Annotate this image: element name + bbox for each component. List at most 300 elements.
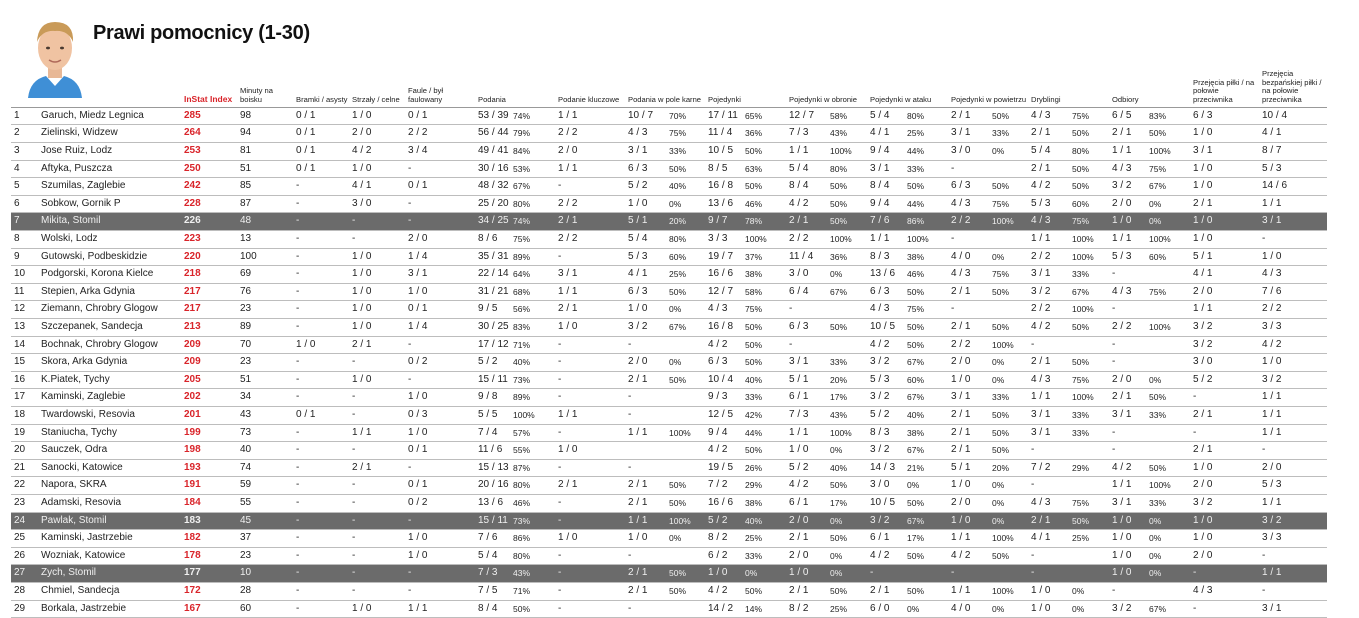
cell-air_duels-percent: 75% [992,269,1010,280]
cell-instat: 217 [181,301,237,319]
cell-goals: - [293,354,349,372]
cell-tackles [1109,371,1190,389]
cell-att_duels-percent: 60% [907,374,925,385]
cell-air_duels-percent: 50% [992,409,1010,420]
cell-dribbles-percent: 33% [1072,269,1090,280]
cell-def_duels-count: 6 / 1 [789,391,809,403]
cell-instat: 250 [181,160,237,178]
cell-att_duels [867,477,948,495]
column-header-key_passes: Podanie kluczowe [555,70,625,107]
cell-no: 19 [11,424,38,442]
cell-box_passes [625,283,705,301]
cell-duels-count: 3 / 3 [708,233,728,245]
cell-duels [705,107,786,125]
cell-player: Skora, Arka Gdynia [38,354,181,372]
cell-interceptions: 6 / 3 [1190,107,1259,125]
cell-dribbles-count: 1 / 0 [1031,602,1051,614]
cell-duels [705,424,786,442]
cell-def_duels-count: 4 / 2 [789,197,809,209]
cell-passes-percent: 100% [513,409,535,420]
cell-air_duels [948,389,1028,407]
cell-fouls: 1 / 1 [405,600,475,618]
cell-def_duels [786,143,867,161]
cell-def_duels [786,160,867,178]
cell-duels-count: 8 / 5 [708,162,728,174]
column-header-dribbles: Dryblingi [1028,70,1109,107]
cell-att_duels [867,530,948,548]
cell-passes-percent: 87% [513,462,531,473]
cell-air_duels-percent: 0% [992,146,1005,157]
cell-duels [705,178,786,196]
cell-dribbles [1028,459,1109,477]
cell-minutes: 94 [237,125,293,143]
cell-loose_balls: 5 / 3 [1259,160,1327,178]
cell-def_duels [786,266,867,284]
cell-key_passes-count: 2 / 1 [558,215,578,227]
cell-box_passes-percent: 33% [669,146,687,157]
cell-no: 9 [11,248,38,266]
cell-def_duels-percent: 58% [830,110,848,121]
cell-passes [475,125,555,143]
cell-att_duels-percent: 50% [907,322,925,332]
cell-box_passes-count: 5 / 3 [628,250,648,262]
cell-tackles [1109,283,1190,301]
cell-duels-percent: 36% [745,128,763,139]
table-row [11,459,1327,477]
cell-key_passes [555,530,625,548]
cell-def_duels [786,213,867,231]
cell-box_passes-percent: 0% [669,357,682,368]
cell-goals: - [293,248,349,266]
cell-air_duels-count: 3 / 0 [951,145,971,157]
cell-att_duels-percent: 38% [907,251,925,262]
cell-dribbles [1028,195,1109,213]
cell-air_duels [948,354,1028,372]
cell-passes-percent: 75% [513,234,531,245]
cell-def_duels-count: 8 / 4 [789,180,809,192]
cell-passes-percent: 86% [513,533,531,544]
cell-duels-percent: 33% [745,550,763,561]
cell-key_passes [555,336,625,354]
cell-duels-percent: 42% [745,409,763,420]
cell-box_passes-count: - [628,338,632,350]
cell-passes-count: 9 / 5 [478,303,498,315]
cell-dribbles-percent: 100% [1072,234,1094,245]
cell-duels [705,600,786,618]
cell-passes-count: 5 / 5 [478,408,498,420]
cell-def_duels-count: - [789,303,793,315]
cell-duels-count: 10 / 5 [708,145,734,157]
cell-tackles-percent: 60% [1149,251,1167,262]
cell-dribbles-percent: 60% [1072,198,1090,209]
cell-air_duels-count: - [951,162,955,174]
cell-shots: 2 / 1 [349,336,405,354]
cell-tackles-count: 2 / 1 [1112,391,1132,403]
cell-duels [705,371,786,389]
cell-def_duels [786,371,867,389]
cell-def_duels-count: 5 / 4 [789,162,809,174]
cell-instat: 226 [181,213,237,231]
cell-tackles-count: 1 / 0 [1112,532,1132,544]
cell-box_passes [625,424,705,442]
cell-passes-count: 15 / 11 [478,373,508,385]
cell-att_duels-percent: 46% [907,269,925,280]
cell-air_duels [948,530,1028,548]
cell-passes [475,424,555,442]
cell-minutes: 51 [237,371,293,389]
table-row [11,125,1327,143]
cell-passes-percent: 67% [513,181,531,192]
cell-key_passes [555,160,625,178]
cell-att_duels-percent: 33% [907,163,925,174]
cell-air_duels-percent: 50% [992,181,1010,192]
cell-att_duels [867,424,948,442]
cell-att_duels-percent: 0% [907,480,920,491]
cell-shots: - [349,213,405,231]
cell-duels [705,582,786,600]
cell-duels-percent: 44% [745,427,763,438]
cell-duels-percent: 46% [745,198,763,209]
cell-dribbles-count: 2 / 2 [1031,303,1051,315]
cell-box_passes [625,459,705,477]
cell-dribbles [1028,301,1109,319]
cell-tackles [1109,231,1190,249]
cell-passes-count: 30 / 16 [478,162,509,174]
cell-box_passes-percent: 70% [669,110,687,121]
cell-box_passes [625,547,705,565]
cell-tackles [1109,248,1190,266]
cell-att_duels-count: 6 / 1 [870,532,890,544]
column-header-duels: Pojedynki [705,70,786,107]
cell-key_passes-count: - [558,584,562,596]
cell-air_duels-percent: 33% [992,128,1010,139]
cell-key_passes-count: - [558,250,562,262]
cell-key_passes [555,301,625,319]
cell-air_duels-count: 2 / 1 [951,426,971,438]
cell-att_duels [867,319,948,337]
cell-box_passes-count: 1 / 1 [628,514,648,526]
cell-player: Kaminski, Zaglebie [38,389,181,407]
cell-duels-count: 8 / 2 [708,532,728,544]
cell-dribbles-count: 5 / 3 [1031,197,1051,209]
cell-loose_balls: 7 / 6 [1259,283,1327,301]
cell-shots: - [349,406,405,424]
cell-fouls: 3 / 1 [405,266,475,284]
cell-passes-percent: 73% [513,374,531,385]
cell-box_passes [625,565,705,583]
cell-duels-percent: 50% [745,322,763,332]
cell-passes [475,143,555,161]
cell-interceptions: 1 / 0 [1190,512,1259,530]
cell-box_passes-percent: 40% [669,181,687,192]
cell-instat: 209 [181,354,237,372]
cell-dribbles-percent: 0% [1072,603,1085,614]
cell-passes-count: 15 / 13 [478,461,509,473]
cell-def_duels-count: 2 / 1 [789,215,809,227]
cell-att_duels-count: - [870,567,874,579]
cell-goals: - [293,178,349,196]
cell-key_passes-count: 3 / 1 [558,268,578,280]
cell-box_passes-percent: 25% [669,269,687,280]
cell-key_passes [555,231,625,249]
cell-key_passes [555,477,625,495]
cell-def_duels-percent: 0% [830,269,843,280]
cell-duels-count: 12 / 7 [708,285,734,297]
column-header-box_passes: Podania w pole karne [625,70,705,107]
cell-fouls: 1 / 4 [405,319,475,337]
cell-def_duels-count: 5 / 1 [789,373,809,385]
cell-duels-percent: 38% [745,269,763,280]
cell-duels-percent: 65% [745,110,763,121]
cell-duels [705,389,786,407]
cell-tackles-percent: 50% [1149,462,1167,473]
cell-box_passes [625,494,705,512]
cell-box_passes-count: 1 / 0 [628,197,648,209]
cell-box_passes-count: 2 / 1 [628,479,648,491]
cell-key_passes [555,178,625,196]
cell-tackles-count: 5 / 3 [1112,250,1132,262]
cell-air_duels [948,125,1028,143]
cell-def_duels-percent: 25% [830,603,848,614]
cell-minutes: 37 [237,530,293,548]
cell-air_duels [948,477,1028,495]
cell-def_duels [786,530,867,548]
cell-def_duels-count: 5 / 2 [789,461,809,473]
cell-key_passes-count: 2 / 2 [558,197,578,209]
cell-box_passes-percent: 50% [669,480,687,491]
cell-loose_balls: - [1259,442,1327,460]
cell-passes-count: 7 / 6 [478,532,498,544]
cell-dribbles-percent: 29% [1072,462,1090,473]
cell-passes [475,354,555,372]
cell-passes-percent: 43% [513,568,531,579]
cell-passes [475,231,555,249]
cell-player: Stepien, Arka Gdynia [38,283,181,301]
cell-box_passes-count: - [628,408,632,420]
cell-instat: 220 [181,248,237,266]
cell-duels [705,125,786,143]
cell-dribbles-percent: 100% [1072,251,1094,262]
cell-box_passes [625,231,705,249]
cell-tackles [1109,160,1190,178]
cell-passes-count: 20 / 16 [478,479,509,491]
cell-passes [475,389,555,407]
cell-minutes: 23 [237,547,293,565]
cell-air_duels-percent: 50% [992,286,1010,297]
cell-box_passes-count: 5 / 4 [628,233,648,245]
cell-tackles-count: - [1112,356,1116,368]
cell-duels-percent: 38% [745,497,763,508]
cell-duels [705,336,786,354]
cell-instat: 199 [181,424,237,442]
cell-att_duels-percent: 50% [907,339,925,350]
cell-passes-count: 8 / 6 [478,233,498,245]
cell-goals: - [293,600,349,618]
cell-shots: - [349,442,405,460]
cell-goals: - [293,231,349,249]
cell-box_passes-count: 2 / 1 [628,496,648,508]
cell-passes-count: 13 / 6 [478,496,504,508]
cell-loose_balls: 1 / 1 [1259,565,1327,583]
cell-key_passes-count: 1 / 0 [558,321,578,332]
cell-tackles [1109,336,1190,354]
cell-passes [475,213,555,231]
cell-passes [475,319,555,337]
cell-duels-percent: 26% [745,462,763,473]
cell-air_duels-percent: 50% [992,110,1010,121]
cell-fouls: 0 / 1 [405,107,475,125]
cell-dribbles-count: 2 / 1 [1031,514,1051,526]
cell-tackles-percent: 67% [1149,181,1167,192]
cell-duels [705,283,786,301]
cell-att_duels-count: 5 / 2 [870,408,890,420]
cell-duels [705,512,786,530]
cell-def_duels-count: 2 / 1 [789,584,809,596]
cell-no: 6 [11,195,38,213]
cell-air_duels-count: 4 / 2 [951,549,971,561]
cell-air_duels [948,547,1028,565]
cell-dribbles-count: 4 / 2 [1031,180,1051,192]
cell-dribbles [1028,494,1109,512]
cell-dribbles [1028,231,1109,249]
cell-def_duels-count: 1 / 0 [789,444,809,456]
cell-def_duels-count: 4 / 2 [789,479,809,491]
cell-passes-percent: 79% [513,128,531,139]
cell-key_passes [555,547,625,565]
cell-box_passes [625,477,705,495]
cell-def_duels [786,512,867,530]
cell-passes [475,336,555,354]
cell-fouls: - [405,582,475,600]
cell-player: Jose Ruiz, Lodz [38,143,181,161]
cell-instat: 177 [181,565,237,583]
cell-att_duels [867,459,948,477]
cell-def_duels [786,319,867,337]
cell-duels-count: 5 / 2 [708,514,728,526]
cell-air_duels-percent: 0% [992,357,1005,368]
cell-goals: - [293,283,349,301]
cell-passes [475,565,555,583]
cell-dribbles-count: 1 / 1 [1031,391,1051,403]
cell-interceptions: 3 / 2 [1190,336,1259,354]
cell-dribbles-percent: 100% [1072,304,1094,315]
cell-goals: - [293,371,349,389]
cell-tackles [1109,178,1190,196]
cell-tackles-count: 4 / 3 [1112,285,1132,297]
cell-goals: - [293,512,349,530]
cell-duels-count: 1 / 0 [708,567,728,579]
cell-passes [475,494,555,512]
cell-box_passes-count: 2 / 1 [628,373,648,385]
cell-passes-count: 34 / 25 [478,215,509,227]
cell-box_passes-percent: 50% [669,163,687,174]
cell-minutes: 73 [237,424,293,442]
cell-att_duels-count: 10 / 5 [870,496,896,508]
cell-interceptions: 3 / 2 [1190,319,1259,337]
cell-key_passes-count: 1 / 0 [558,532,578,544]
cell-minutes: 23 [237,301,293,319]
cell-key_passes-count: 1 / 0 [558,444,578,456]
cell-passes-count: 25 / 20 [478,197,509,209]
cell-loose_balls: 1 / 1 [1259,389,1327,407]
cell-passes-count: 8 / 4 [478,602,498,614]
cell-def_duels-percent: 43% [830,409,848,420]
cell-fouls: - [405,160,475,178]
cell-key_passes-count: - [558,602,562,614]
cell-dribbles-percent: 75% [1072,110,1090,121]
cell-key_passes [555,600,625,618]
cell-duels [705,442,786,460]
cell-duels [705,565,786,583]
cell-dribbles [1028,160,1109,178]
cell-instat: 218 [181,266,237,284]
cell-loose_balls: 3 / 2 [1259,371,1327,389]
cell-att_duels-percent: 50% [907,497,925,508]
cell-air_duels [948,213,1028,231]
cell-box_passes-count: - [628,602,632,614]
column-header-air_duels: Pojedynki w powietrzu [948,70,1028,107]
cell-key_passes-count: 1 / 1 [558,109,578,121]
cell-att_duels-count: 6 / 0 [870,602,890,614]
cell-passes [475,266,555,284]
cell-att_duels [867,547,948,565]
cell-key_passes-count: - [558,356,562,368]
cell-def_duels-count: 3 / 1 [789,356,809,368]
cell-att_duels-count: 13 / 6 [870,268,896,280]
cell-dribbles-percent: 50% [1072,163,1090,174]
cell-tackles [1109,143,1190,161]
cell-tackles [1109,565,1190,583]
cell-interceptions: 1 / 0 [1190,178,1259,196]
cell-tackles-percent: 50% [1149,128,1167,139]
cell-tackles-count: 3 / 1 [1112,408,1132,420]
cell-shots: - [349,512,405,530]
cell-fouls: 0 / 1 [405,178,475,196]
cell-air_duels [948,582,1028,600]
cell-box_passes [625,248,705,266]
column-header-att_duels: Pojedynki w ataku [867,70,948,107]
cell-def_duels-percent: 17% [830,392,848,403]
cell-key_passes [555,125,625,143]
cell-fouls: - [405,459,475,477]
cell-box_passes [625,336,705,354]
cell-loose_balls: 2 / 2 [1259,301,1327,319]
cell-air_duels [948,248,1028,266]
cell-def_duels-percent: 33% [830,357,848,368]
cell-passes-percent: 64% [513,269,531,280]
cell-box_passes-percent: 67% [669,322,687,332]
cell-passes-count: 7 / 5 [478,584,498,596]
cell-dribbles [1028,125,1109,143]
cell-att_duels-count: 8 / 3 [870,250,890,262]
cell-interceptions: 1 / 0 [1190,160,1259,178]
cell-minutes: 98 [237,107,293,125]
cell-tackles-percent: 100% [1149,480,1171,491]
cell-att_duels-count: 9 / 4 [870,145,890,157]
cell-air_duels [948,600,1028,618]
cell-dribbles-count: 5 / 4 [1031,145,1051,157]
cell-key_passes [555,494,625,512]
cell-player: Napora, SKRA [38,477,181,495]
table-row [11,336,1327,354]
cell-dribbles [1028,266,1109,284]
cell-att_duels-percent: 17% [907,533,925,544]
cell-def_duels [786,389,867,407]
cell-duels [705,547,786,565]
cell-passes [475,371,555,389]
cell-duels-percent: 33% [745,392,763,403]
cell-air_duels-percent: 0% [992,603,1005,614]
